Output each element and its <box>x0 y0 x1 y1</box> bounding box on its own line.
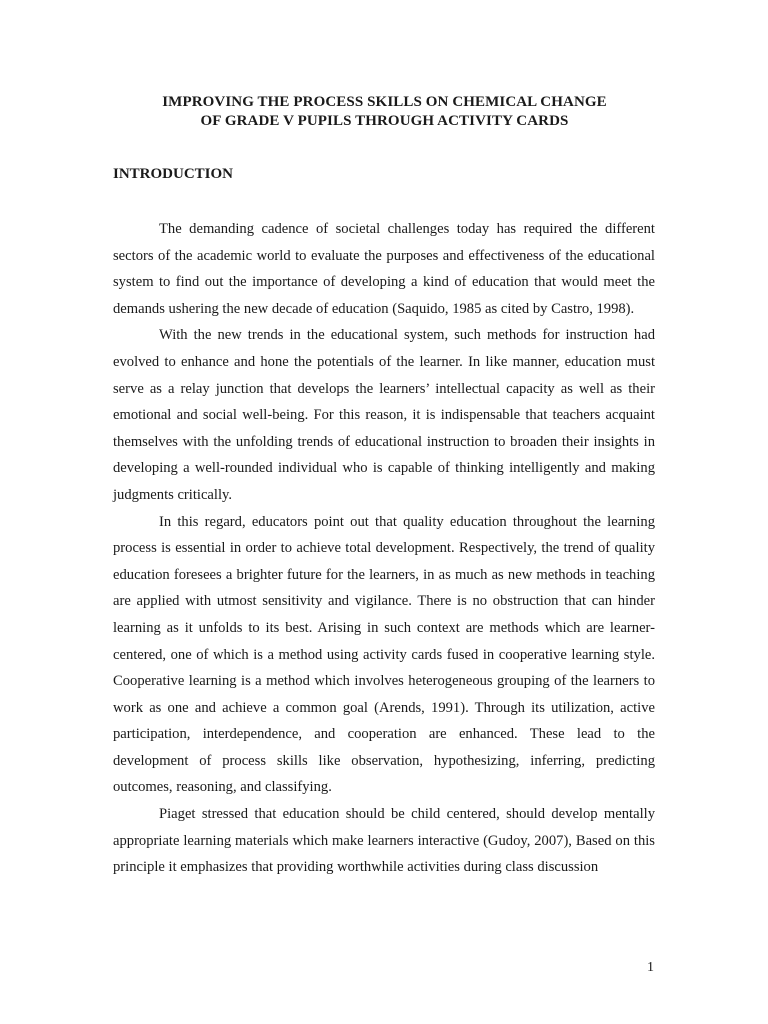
paragraph: The demanding cadence of societal challenges today has required the different sectors of the academic world to evaluate the purposes and effectiveness of the educational system to find out the importance of developing a kind of education that would meet the demands ushering the new decade of education (Saquido, 1985 as cited by Castro, 1998). <box>113 221 655 317</box>
paragraph: Piaget stressed that education should be child centered, should develop mentally appropriate learning materials which make learners interactive (Gudoy, 2007), Based on this principle it emphasizes that providing worthwhile activities during class discussion <box>113 806 655 876</box>
title-line-2: OF GRADE V PUPILS THROUGH ACTIVITY CARDS <box>200 113 569 129</box>
page-number: 1 <box>647 960 654 975</box>
paragraph: With the new trends in the educational system, such methods for instruction had evolved to enhance and hone the potentials of the learner. In like manner, education must serve as a relay junction that develops the learners’ intellectual capacity as well as their emotional and social well-being. For this reason, it is indispensable that teachers acquaint themselves with the unfolding trends of educational instruction to broaden their insights in developing a well-rounded individual who is capable of thinking intelligently and making judgments critically. <box>113 327 655 503</box>
body-text <box>113 216 655 881</box>
document-title <box>114 93 655 131</box>
section-heading: INTRODUCTION <box>113 166 234 182</box>
title-line-1: IMPROVING THE PROCESS SKILLS ON CHEMICAL CHANGE <box>162 94 607 110</box>
paragraph: In this regard, educators point out that quality education throughout the learning process is essential in order to achieve total development. Respectively, the trend of quality education foresees a brighter future for the learners, in as much as new methods in teaching are applied with utmost sensitivity and vigilance. There is no obstruction that can hinder learning as it unfolds to its best. Arising in such context are methods which are learner-centered, one of which is a method using activity cards fused in cooperative learning style. Cooperative learning is a method which involves heterogeneous grouping of the learners to work as one and achieve a common goal (Arends, 1991). Through its utilization, active participation, interdependence, and cooperation are enhanced. These lead to the development of process skills like observation, hypothesizing, inferring, predicting outcomes, reasoning, and classifying. <box>113 513 655 796</box>
